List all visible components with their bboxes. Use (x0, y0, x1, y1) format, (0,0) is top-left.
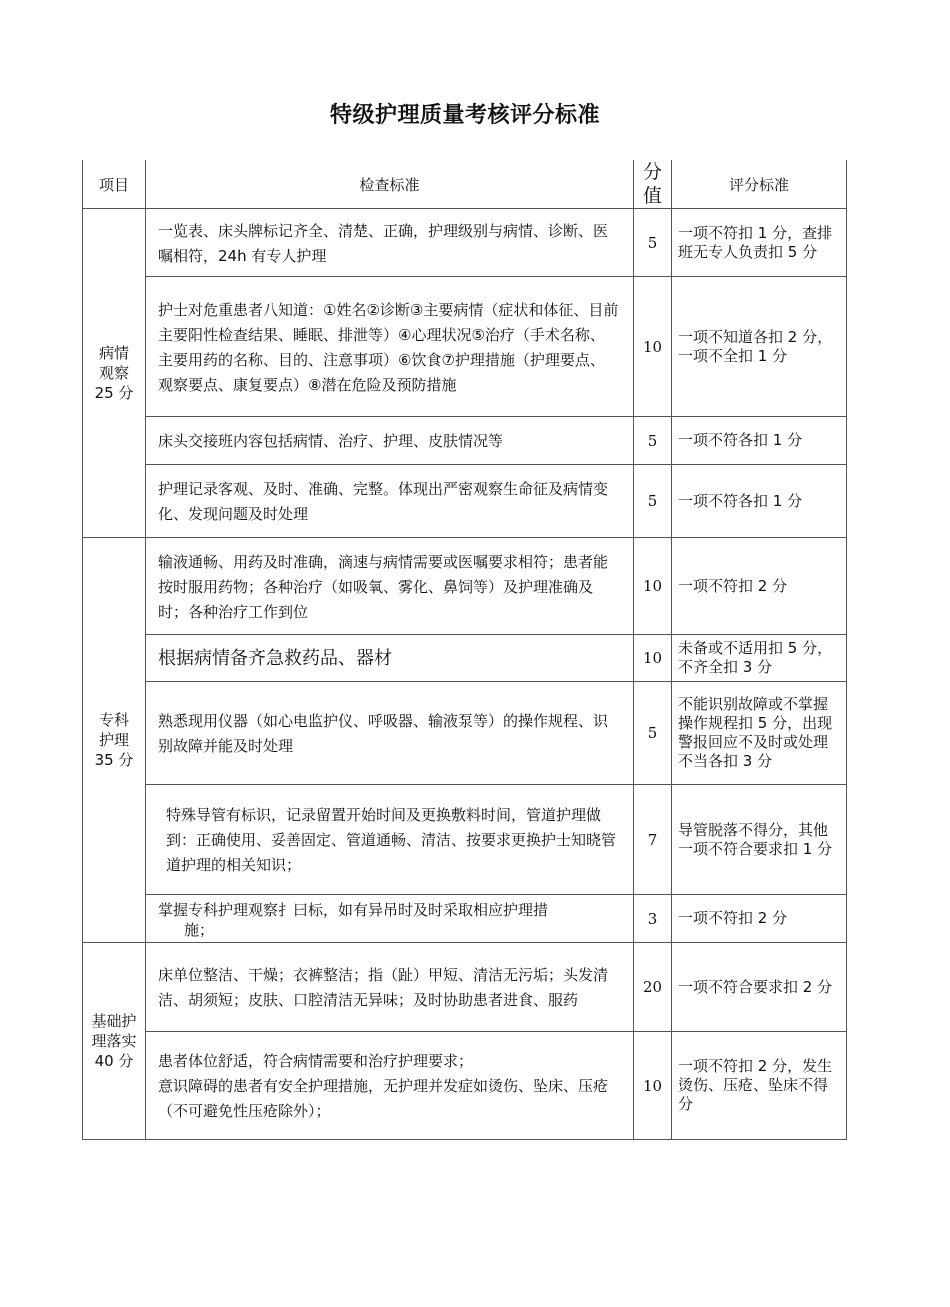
criteria-cell: 特殊导管有标识，记录留置开始时间及更换敷料时间，管道护理做到：正确使用、妥善固定、管道通畅、清洁、按要求更换护士知晓管道护理的相关知识； (146, 785, 634, 895)
criteria-cell (146, 1032, 634, 1140)
section-name-line1: 病情 (98, 344, 129, 362)
table-row (83, 277, 847, 417)
score-cell: 3 (634, 895, 672, 943)
section-name-line2: 观察 (98, 364, 129, 382)
score-cell: 10 (634, 635, 672, 682)
table-header-row (83, 160, 847, 209)
section-name-line3: 40 分 (94, 1052, 134, 1070)
criteria-cell: 输液通畅、用药及时准确，滴速与病情需要或医嘱要求相符；患者能按时服用药物；各种治疗（如吸氧、雾化、鼻饲等）及护理准确及时；各种治疗工作到位 (146, 538, 634, 635)
score-cell: 7 (634, 785, 672, 895)
score-cell: 5 (634, 682, 672, 785)
header-project: 项目 (83, 160, 146, 209)
score-cell: 5 (634, 209, 672, 277)
score-cell: 10 (634, 1032, 672, 1140)
criteria-cell (146, 895, 634, 943)
criteria-line1: 掌握专科护理观察扌曰标，如有异吊时及时采取相应护理措 (158, 900, 549, 919)
section-name (83, 209, 146, 538)
header-score (634, 160, 672, 209)
page-title: 特级护理质量考核评分标准 (329, 103, 600, 128)
table-row (83, 1032, 847, 1140)
table-row (83, 538, 847, 635)
section-name (83, 943, 146, 1140)
standard-cell: 导管脱落不得分，其他一项不符合要求扣 1 分 (672, 785, 847, 895)
table-row (83, 465, 847, 538)
table-row (83, 635, 847, 682)
scoring-table (82, 160, 847, 1140)
section-name-line1: 基础护 (91, 1012, 137, 1030)
criteria-cell: 根据病情备齐急救药品、器材 (146, 635, 634, 682)
section-name-line2: 理落实 (91, 1032, 137, 1050)
score-cell: 10 (634, 277, 672, 417)
header-score-line1: 分 (642, 161, 662, 183)
standard-cell: 一项不符扣 2 分，发生烫伤、压疮、坠床不得分 (672, 1032, 847, 1140)
table-row (83, 417, 847, 465)
standard-cell: 一项不符各扣 1 分 (672, 417, 847, 465)
section-name (83, 538, 146, 943)
section-name-line3: 35 分 (94, 751, 134, 769)
criteria-cell: 护士对危重患者八知道：①姓名②诊断③主要病情（症状和体征、目前主要阳性检查结果、睡眠、排泄等）④心理状况⑤治疗（手术名称、主要用药的名称、目的、注意事项）⑥饮食⑦护理措施（护理要点、观察要点、康复要点）⑧潜在危险及预防措施 (146, 277, 634, 417)
standard-cell: 一项不知道各扣 2 分，一项不全扣 1 分 (672, 277, 847, 417)
section-name-line2: 护理 (98, 731, 129, 749)
criteria-cell: 床单位整洁、干燥；衣裤整洁；指（趾）甲短、清洁无污垢；头发清洁、胡须短；皮肤、口腔清洁无异味；及时协助患者进食、服药 (146, 943, 634, 1032)
score-cell: 10 (634, 538, 672, 635)
standard-cell: 一项不符各扣 1 分 (672, 465, 847, 538)
score-cell: 5 (634, 417, 672, 465)
standard-cell: 一项不符扣 2 分 (672, 895, 847, 943)
score-cell: 5 (634, 465, 672, 538)
table-row (83, 943, 847, 1032)
standard-cell: 一项不符扣 1 分，查排班无专人负责扣 5 分 (672, 209, 847, 277)
table-row (83, 682, 847, 785)
criteria-line2: 施； (184, 920, 215, 939)
score-cell: 20 (634, 943, 672, 1032)
standard-cell: 一项不符合要求扣 2 分 (672, 943, 847, 1032)
section-name-line3: 25 分 (94, 384, 134, 402)
standard-cell: 未备或不适用扣 5 分，不齐全扣 3 分 (672, 635, 847, 682)
criteria-line1: 患者体位舒适，符合病情需要和治疗护理要求； (158, 1052, 474, 1070)
table-row (83, 785, 847, 895)
criteria-cell: 床头交接班内容包括病情、治疗、护理、皮肤情况等 (146, 417, 634, 465)
standard-cell: 不能识别故障或不掌握操作规程扣 5 分，出现警报回应不及时或处理不当各扣 3 分 (672, 682, 847, 785)
header-criteria: 检查标准 (146, 160, 634, 209)
criteria-cell: 一览表、床头牌标记齐全、清楚、正确，护理级别与病情、诊断、医嘱相符，24h 有专人护理 (146, 209, 634, 277)
standard-cell: 一项不符扣 2 分 (672, 538, 847, 635)
section-name-line1: 专科 (98, 711, 129, 729)
criteria-line2: 意识障碍的患者有安全护理措施，无护理并发症如烫伤、坠床、压疮（不可避免性压疮除外）； (158, 1077, 609, 1120)
table-row (83, 895, 847, 943)
criteria-cell: 护理记录客观、及时、准确、完整。体现出严密观察生命征及病情变化、发现问题及时处理 (146, 465, 634, 538)
header-score-line2: 值 (642, 185, 662, 207)
table-row (83, 209, 847, 277)
criteria-cell: 熟悉现用仪器（如心电监护仪、呼吸器、输液泵等）的操作规程、识别故障并能及时处理 (146, 682, 634, 785)
header-standard: 评分标准 (672, 160, 847, 209)
